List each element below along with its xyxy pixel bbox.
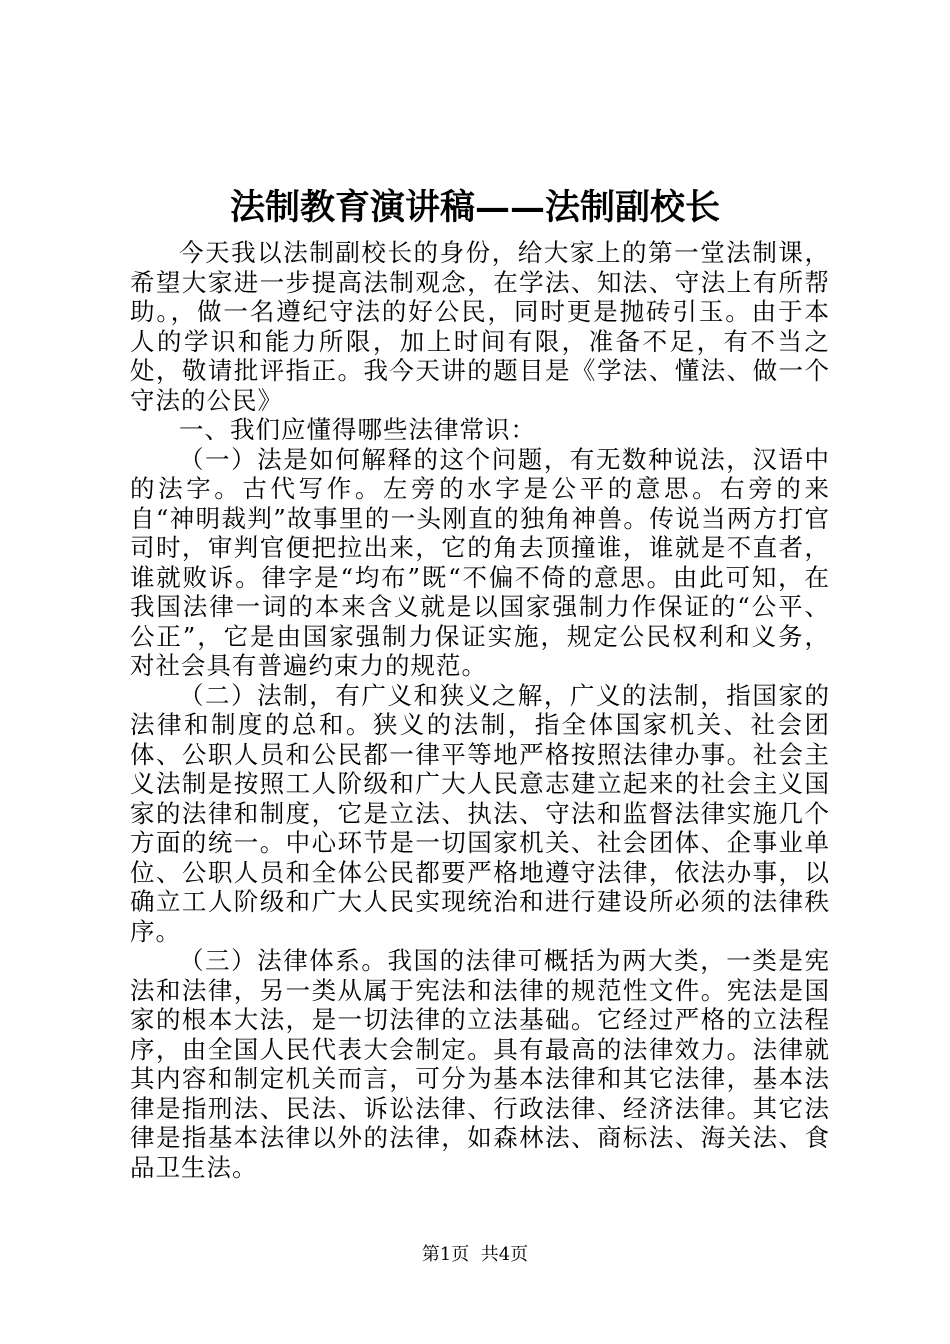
paragraph-law-definition: （一）法是如何解释的这个问题，有无数种说法，汉语中的法字。古代写作。左旁的水字是公平的意思。右旁的来自“神明裁判”故事里的一头刚直的独角神兽。传说当两方打官司时，审判官便把拉出来，它的角去顶撞谁，谁就是不直者，谁就败诉。律字是“均布”既“不偏不倚的意思。由此可知，在我国法律一词的本来含义就是以国家强制力作保证的“公平、公正”，它是由国家强制力保证实施，规定公民权利和义务，对社会具有普遍约束力的规范。 (130, 444, 830, 680)
section-heading: 一、我们应懂得哪些法律常识： (179, 415, 536, 444)
paragraph-legal-system: （二）法制，有广义和狭义之解，广义的法制，指国家的法律和制度的总和。狭义的法制，指全体国家机关、社会团体、公职人员和公民都一律平等地严格按照法律办事。社会主义法制是按照工人阶级和广大人民意志建立起来的社会主义国家的法律和制度，它是立法、执法、守法和监督法律实施几个方面的统一。中心环节是一切国家机关、社会团体、企事业单位、公职人员和全体公民都要严格地遵守法律，依法办事，以确立工人阶级和广大人民实现统治和进行建设所必须的法律秩序。 (130, 680, 830, 946)
page-number: 第1页 (421, 1244, 470, 1265)
paragraph-law-structure: （三）法律体系。我国的法律可概括为两大类，一类是宪法和法律，另一类从属于宪法和法律的规范性文件。宪法是国家的根本大法，是一切法律的立法基础。它经过严格的立法程序，由全国人民代表大会制定。具有最高的法律效力。法律就其内容和制定机关而言，可分为基本法律和其它法律，基本法律是指刑法、民法、诉讼法律、行政法律、经济法律。其它法律是指基本法律以外的法律，如森林法、商标法、海关法、食品卫生法。 (130, 946, 830, 1182)
page-footer (0, 1243, 950, 1267)
document-body (130, 238, 830, 1182)
page-total: 共4页 (480, 1244, 529, 1265)
paragraph-intro: 今天我以法制副校长的身份，给大家上的第一堂法制课，希望大家进一步提高法制观念，在学法、知法、守法上有所帮助。，做一名遵纪守法的好公民，同时更是抛砖引玉。由于本人的学识和能力所限，加上时间有限，准备不足，有不当之处，敬请批评指正。我今天讲的题目是《学法、懂法、做一个守法的公民》 (130, 238, 830, 415)
document-title: 法制教育演讲稿——法制副校长 (229, 187, 720, 228)
